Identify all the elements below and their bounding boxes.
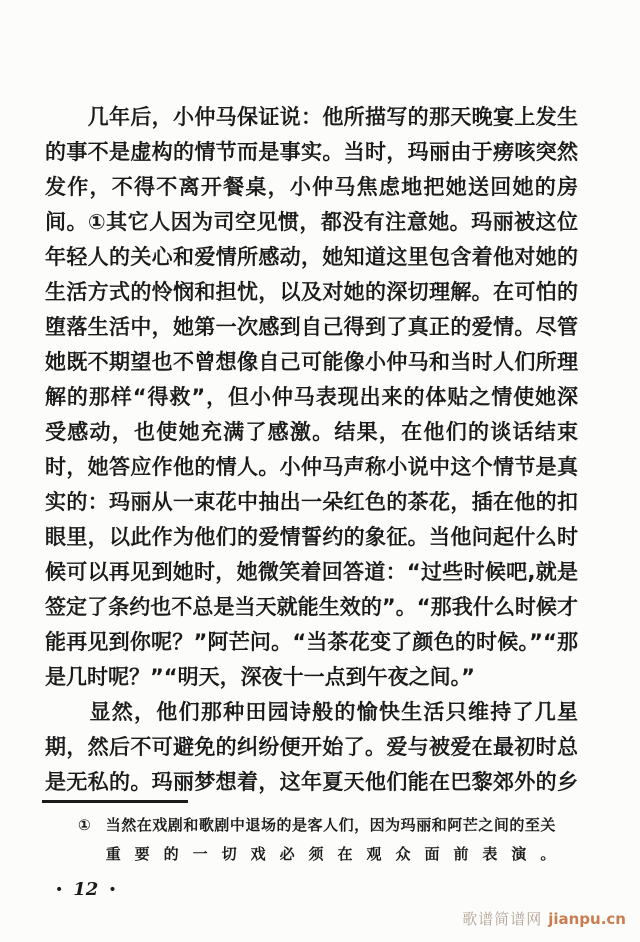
page-number xyxy=(55,879,117,901)
page-number-left-dot: • xyxy=(55,882,64,898)
footnote xyxy=(78,811,556,869)
page-number-value: 12 xyxy=(73,879,99,900)
footnote-divider xyxy=(42,800,188,803)
body-text-line: 是无私的。玛丽梦想着，这年夏天他们能在巴黎郊外的乡 xyxy=(45,770,578,794)
body-text-line: 解的那样“得救”，但小仲马表现出来的体贴之情使她深 xyxy=(45,385,578,409)
body-text-line: 年轻人的关心和爱情所感动，她知道这里包含着他对她的 xyxy=(45,245,578,269)
body-text-line: 间。①其它人因为司空见惯，都没有注意她。玛丽被这位 xyxy=(45,210,578,234)
body-text-line: 候可以再见到她时，她微笑着回答道：“过些时候吧,就是 xyxy=(45,560,578,584)
footnote-line: 重要的一切戏必须在观众面前表演。 xyxy=(105,845,556,863)
body-text-line: 实的：玛丽从一束花中抽出一朵红色的茶花，插在他的扣 xyxy=(45,490,578,514)
body-text-line: 生活方式的怜悯和担忧，以及对她的深切理解。在可怕的 xyxy=(45,280,578,304)
body-text-line: 堕落生活中，她第一次感到自己得到了真正的爱情。尽管 xyxy=(45,315,578,339)
footnote-line: 当然在戏剧和歌剧中退场的是客人们，因为玛丽和阿芒之间的至关 xyxy=(105,816,556,834)
body-text-line: 期，然后不可避免的纠纷便开始了。爱与被爱在最初时总 xyxy=(45,735,578,759)
body-text-line: 她既不期望也不曾想像自己可能像小仲马和当时人们所理 xyxy=(45,350,578,374)
watermark-site-name: 歌谱简谱网 xyxy=(462,910,543,928)
body-text-line: 发作，不得不离开餐桌，小仲马焦虑地把她送回她的房 xyxy=(45,175,578,199)
body-text-line: 显然，他们那种田园诗般的愉快生活只维持了几星 xyxy=(45,700,578,724)
watermark xyxy=(462,908,626,929)
body-text-line: 签定了条约也不总是当天就能生效的”。“那我什么时候才 xyxy=(45,595,578,619)
body-text-line: 时，她答应作他的情人。小仲马声称小说中这个情节是真 xyxy=(45,455,578,479)
body-text-line: 是几时呢？”“明天，深夜十一点到午夜之间。” xyxy=(45,665,475,689)
body-text-line: 受感动，也使她充满了感激。结果，在他们的谈话结束 xyxy=(45,420,578,444)
body-text-line: 几年后，小仲马保证说：他所描写的那天晚宴上发生 xyxy=(45,105,578,129)
body-text-line: 能再见到你呢？”阿芒问。“当茶花变了颜色的时候。”“那 xyxy=(45,630,578,654)
footnote-marker-icon: ① xyxy=(78,816,91,834)
body-text-line: 的事不是虚构的情节而是事实。当时，玛丽由于痨咳突然 xyxy=(45,140,578,164)
body-text-line: 眼里，以此作为他们的爱情誓约的象征。当他问起什么时 xyxy=(45,525,578,549)
watermark-site-url: jianpu.cn xyxy=(548,910,626,928)
page-number-right-dot: • xyxy=(108,882,117,898)
body-text xyxy=(45,100,578,800)
footnote-text xyxy=(106,811,556,869)
